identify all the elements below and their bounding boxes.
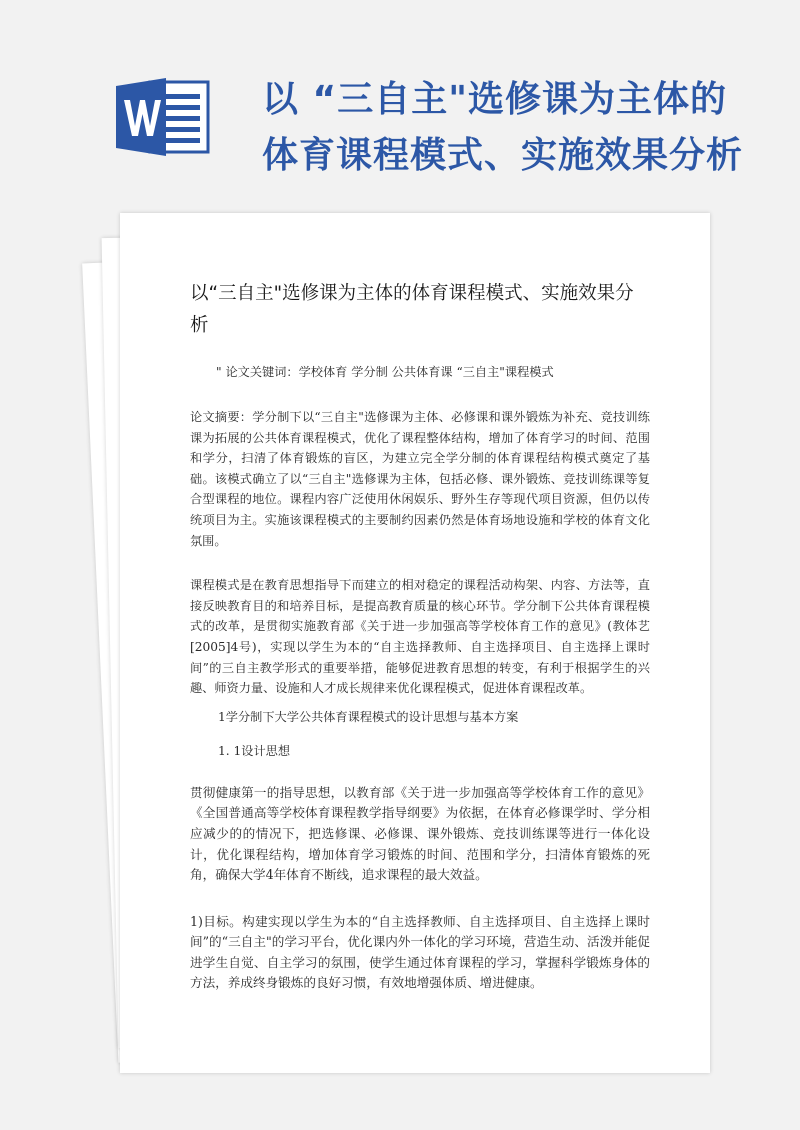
document-title: 以“三自主"选修课为主体的体育课程模式、实施效果分析 xyxy=(190,283,634,336)
intro-paragraph: 课程模式是在教育思想指导下而建立的相对稳定的课程活动构架、内容、方法等，直接反映教育目的和培养目标，是提高教育质量的核心环节。学分制下公共体育课程模式的改革，是贯彻实施教育部《关于进一步加强高等学校体育工作的意见》(教体艺[2005]4号)，实现以学生为本的“自主选择教师、自主选择项目、自主选择上课时间”的三自主教学形式的重要举措，能够促进教育思想的转变，有利于根据学生的兴趣、师资力量、设施和人才成长规律来优化课程模式，促进体育课程改革。 xyxy=(190,578,650,696)
page-title xyxy=(262,72,782,184)
page-title-line2: 体育课程模式、实施效果分析 xyxy=(262,135,744,176)
page-title-line1: 以 “三自主"选修课为主体的 xyxy=(262,79,727,120)
keywords-line: " 论文关键词：学校体育 学分制 公共体育课 “三自主"课程模式 xyxy=(216,365,554,379)
subsection-heading: 1. 1设计思想 xyxy=(218,743,291,758)
document-body xyxy=(190,213,650,994)
abstract-paragraph: 论文摘要：学分制下以“三自主"选修课为主体、必修课和课外锻炼为补充、竞技训练课为拓展的公共体育课程模式，优化了课程整体结构，增加了体育学习的时间、范围和学分，扫清了体育锻炼的盲区，为建立完全学分制的体育课程结构模式奠定了基础。该模式确立了以“三自主"选修课为主体，包括必修、课外锻炼、竞技训练课等复合型课程的地位。课程内容广泛使用休闲娱乐、野外生存等现代项目资源，但仍以传统项目为主。实施该课程模式的主要制约因素仍然是体育场地设施和学校的体育文化氛围。 xyxy=(190,410,650,548)
goal-paragraph: 1)目标。构建实现以学生为本的“自主选择教师、自主选择项目、自主选择上课时间”的“三自主"的学习平台，优化课内外一体化的学习环境，营造生动、活泼并能促进学生自觉、自主学习的氛围，使学生通过体育课程的学习，掌握科学锻炼身体的方法，养成终身锻炼的良好习惯，有效地增强体质、增进健康。 xyxy=(190,913,650,991)
section-heading: 1学分制下大学公共体育课程模式的设计思想与基本方案 xyxy=(218,709,519,724)
word-document-icon xyxy=(116,78,212,156)
design-paragraph: 贯彻健康第一的指导思想，以教育部《关于进一步加强高等学校体育工作的意见》《全国普通高等学校体育课程教学指导纲要》为依据，在体育必修课学时、学分相应减少的的情况下，把选修课、必修课、课外锻炼、竞技训练课等进行一体化设计，优化课程结构，增加体育学习锻炼的时间、范围和学分，扫清体育锻炼的死角，确保大学4年体育不断线，追求课程的最大效益。 xyxy=(190,784,650,883)
